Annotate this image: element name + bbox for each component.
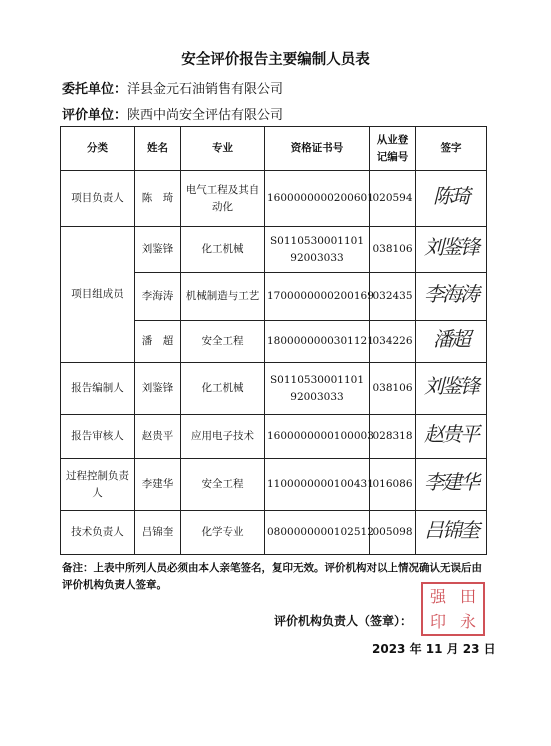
cell-signature (416, 171, 487, 227)
cell-major: 电气工程及其自动化 (181, 171, 265, 227)
cell-name: 陈 琦 (135, 171, 181, 227)
table-row (61, 227, 487, 273)
table-row (61, 415, 487, 459)
cell-name: 赵贵平 (135, 415, 181, 459)
seal-char: 印 (429, 612, 446, 631)
evaluator-label: 评价单位： (62, 108, 128, 123)
personnel-table (60, 126, 487, 555)
client-value: 洋县金元石油销售有限公司 (127, 82, 284, 97)
client-line (62, 78, 283, 97)
table-header-row (61, 127, 487, 171)
header-signature: 签字 (416, 127, 487, 171)
cell-name: 刘鉴锋 (135, 363, 181, 415)
header-category: 分类 (61, 127, 135, 171)
cell-category: 过程控制负责人 (61, 459, 135, 511)
cell-major: 安全工程 (181, 459, 265, 511)
cell-cert: 1800000000301121 (265, 321, 370, 363)
cell-reg: 032435 (370, 273, 416, 321)
cell-cert: 1100000000100431 (265, 459, 370, 511)
cell-cert: 1600000000100003 (265, 415, 370, 459)
evaluator-value: 陕西中尚安全评估有限公司 (127, 108, 284, 123)
note-text: 备注：上表中所列人员必须由本人亲笔签名，复印无效。评价机构对以上情况确认无误后由评价机构负责人签章。 (62, 562, 482, 591)
handwritten-signature: 李海涛 (424, 282, 478, 306)
handwritten-signature: 李建华 (424, 470, 478, 494)
page-title: 安全评价报告主要编制人员表 (181, 52, 370, 68)
cell-category: 报告审核人 (61, 415, 135, 459)
cell-category: 技术负责人 (61, 511, 135, 555)
cell-major: 化工机械 (181, 363, 265, 415)
header-major: 专业 (181, 127, 265, 171)
cell-reg: 028318 (370, 415, 416, 459)
cell-major: 化学专业 (181, 511, 265, 555)
cell-major: 机械制造与工艺 (181, 273, 265, 321)
cell-category: 项目组成员 (61, 227, 135, 363)
cell-name: 李建华 (135, 459, 181, 511)
cell-reg: 016086 (370, 459, 416, 511)
cell-reg: 034226 (370, 321, 416, 363)
cell-reg: 005098 (370, 511, 416, 555)
handwritten-signature: 赵贵平 (424, 422, 478, 446)
cell-signature (416, 415, 487, 459)
cell-name: 潘 超 (135, 321, 181, 363)
cell-name: 李海涛 (135, 273, 181, 321)
evaluator-line (62, 104, 283, 123)
cell-reg: 038106 (370, 363, 416, 415)
table-row (61, 171, 487, 227)
cell-name: 刘鉴锋 (135, 227, 181, 273)
handwritten-signature: 潘超 (433, 327, 469, 351)
handwritten-signature: 陈琦 (433, 184, 469, 208)
header-name: 姓名 (135, 127, 181, 171)
responsible-sign-label: 评价机构负责人（签章）： (274, 614, 413, 628)
cell-reg: 038106 (370, 227, 416, 273)
cell-signature (416, 273, 487, 321)
cell-signature (416, 227, 487, 273)
document-date: 2023 年 11 月 23 日 (372, 642, 496, 656)
seal-char: 永 (459, 612, 476, 631)
cell-cert: S011053000110192003033 (265, 363, 370, 415)
seal-stamp (421, 582, 485, 636)
cell-cert: 1600000000200601 (265, 171, 370, 227)
cell-signature (416, 459, 487, 511)
cell-major: 化工机械 (181, 227, 265, 273)
cell-reg: 020594 (370, 171, 416, 227)
table-row (61, 511, 487, 555)
cell-major: 应用电子技术 (181, 415, 265, 459)
cell-cert: 0800000000102512 (265, 511, 370, 555)
cell-category: 项目负责人 (61, 171, 135, 227)
client-label: 委托单位： (62, 82, 128, 97)
seal-char: 强 (429, 587, 446, 606)
cell-signature (416, 321, 487, 363)
cell-category: 报告编制人 (61, 363, 135, 415)
table-row (61, 459, 487, 511)
cell-cert: 1700000000200169 (265, 273, 370, 321)
cell-signature (416, 511, 487, 555)
handwritten-signature: 刘鉴锋 (424, 374, 478, 398)
handwritten-signature: 吕锦奎 (424, 518, 478, 542)
cell-major: 安全工程 (181, 321, 265, 363)
seal-char: 田 (459, 587, 476, 606)
cell-cert: S011053000110192003033 (265, 227, 370, 273)
handwritten-signature: 刘鉴锋 (424, 235, 478, 259)
header-cert: 资格证书号 (265, 127, 370, 171)
header-reg: 从业登记编号 (370, 127, 416, 171)
cell-signature (416, 363, 487, 415)
table-row (61, 363, 487, 415)
cell-name: 吕锦奎 (135, 511, 181, 555)
